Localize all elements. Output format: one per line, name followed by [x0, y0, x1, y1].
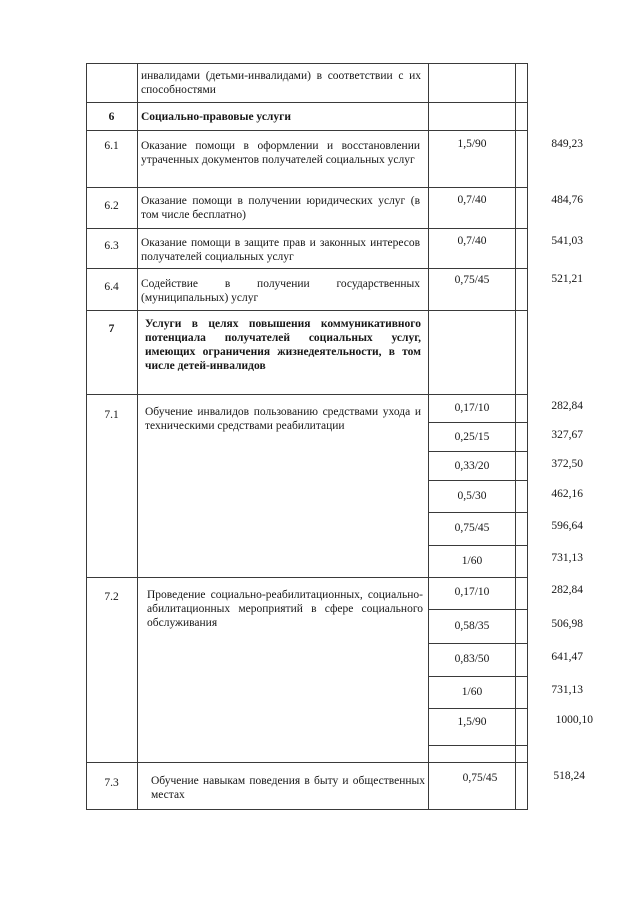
- service-price: 518,24: [553, 770, 585, 782]
- item-number: 6.3: [104, 240, 119, 252]
- section-title: Услуги в целях повышения коммуникативного потенциала получателей социальных услуг, имеющих ограничения жизнедеятельности, в том числе детей-инвалидов: [145, 318, 421, 372]
- service-code: 0,25/15: [454, 431, 490, 443]
- service-price: 462,16: [551, 488, 583, 500]
- service-price: 506,98: [551, 618, 583, 630]
- service-code: 0,75/45: [454, 522, 490, 534]
- table-rule: [86, 310, 528, 311]
- service-code: 0,58/35: [454, 620, 490, 632]
- service-description: Оказание помощи в защите прав и законных интересов получателей социальных услуг: [141, 237, 420, 263]
- service-description: инвалидами (детьми-инвалидами) в соответствии с их способностями: [141, 70, 421, 96]
- service-price: 521,21: [551, 273, 583, 285]
- service-price: 372,50: [551, 458, 583, 470]
- table-rule: [86, 268, 528, 269]
- table-rule: [86, 394, 528, 395]
- table-rule: [428, 512, 528, 513]
- service-code: 0,17/10: [454, 402, 490, 414]
- table-rule: [428, 545, 528, 546]
- service-price: 282,84: [551, 400, 583, 412]
- table-rule: [86, 102, 528, 103]
- table-rule: [86, 762, 528, 763]
- item-number: 7.2: [104, 591, 119, 603]
- table-rule: [428, 643, 528, 644]
- service-code: 0,83/50: [454, 653, 490, 665]
- service-price: 731,13: [551, 684, 583, 696]
- service-code: 0,75/45: [462, 772, 498, 784]
- service-description: Оказание помощи в получении юридических услуг (в том числе бесплатно): [141, 195, 420, 221]
- service-code: 0,7/40: [457, 235, 487, 247]
- section-number: 6: [108, 111, 115, 123]
- table-rule: [428, 480, 528, 481]
- item-number: 7.1: [104, 409, 119, 421]
- service-code: 1,5/90: [457, 138, 487, 150]
- item-number: 6.1: [104, 140, 119, 152]
- table-rule: [86, 228, 528, 229]
- service-code: 1/60: [461, 686, 483, 698]
- service-price: 641,47: [551, 651, 583, 663]
- service-code: 0,75/45: [454, 274, 490, 286]
- service-code: 0,7/40: [457, 194, 487, 206]
- table-rule: [428, 609, 528, 610]
- service-description: Содействие в получении государственных (муниципальных) услуг: [141, 278, 420, 304]
- service-description: Оказание помощи в оформлении и восстановлении утраченных документов получателей социальных услуг: [141, 140, 420, 166]
- table-rule: [428, 451, 528, 452]
- service-code: 0,5/30: [457, 490, 487, 502]
- service-price: 282,84: [551, 584, 583, 596]
- service-price: 731,13: [551, 552, 583, 564]
- table-rule: [86, 63, 87, 810]
- table-rule: [428, 676, 528, 677]
- service-description: Обучение инвалидов пользованию средствами ухода и техническими средствами реабилитации: [145, 406, 421, 432]
- service-price: 484,76: [551, 194, 583, 206]
- service-code: 1,5/90: [457, 716, 487, 728]
- table-rule: [428, 63, 429, 810]
- service-price: 541,03: [551, 235, 583, 247]
- service-code: 0,17/10: [454, 586, 490, 598]
- item-number: 7.3: [104, 777, 119, 789]
- service-price: 596,64: [551, 520, 583, 532]
- section-number: 7: [108, 323, 115, 335]
- table-rule: [515, 63, 516, 810]
- table-rule: [137, 63, 138, 810]
- table-rule: [86, 577, 528, 578]
- service-description: Проведение социально-реабилитационных, социально-абилитационных мероприятий в сфере социального обслуживания: [147, 589, 423, 629]
- table-rule: [86, 187, 528, 188]
- service-price: 849,23: [551, 138, 583, 150]
- service-code: 1/60: [461, 555, 483, 567]
- item-number: 6.2: [104, 200, 119, 212]
- section-title: Социально-правовые услуги: [141, 111, 291, 123]
- table-rule: [428, 422, 528, 423]
- service-price: 327,67: [551, 429, 583, 441]
- table-rule: [428, 708, 528, 709]
- service-code: 0,33/20: [454, 460, 490, 472]
- table-rule: [428, 745, 528, 746]
- service-description: Обучение навыкам поведения в быту и общественных местах: [151, 775, 425, 801]
- service-price: 1000,10: [555, 714, 593, 726]
- item-number: 6.4: [104, 281, 119, 293]
- table-rule: [86, 809, 528, 810]
- table-rule: [86, 63, 528, 64]
- table-rule: [86, 130, 528, 131]
